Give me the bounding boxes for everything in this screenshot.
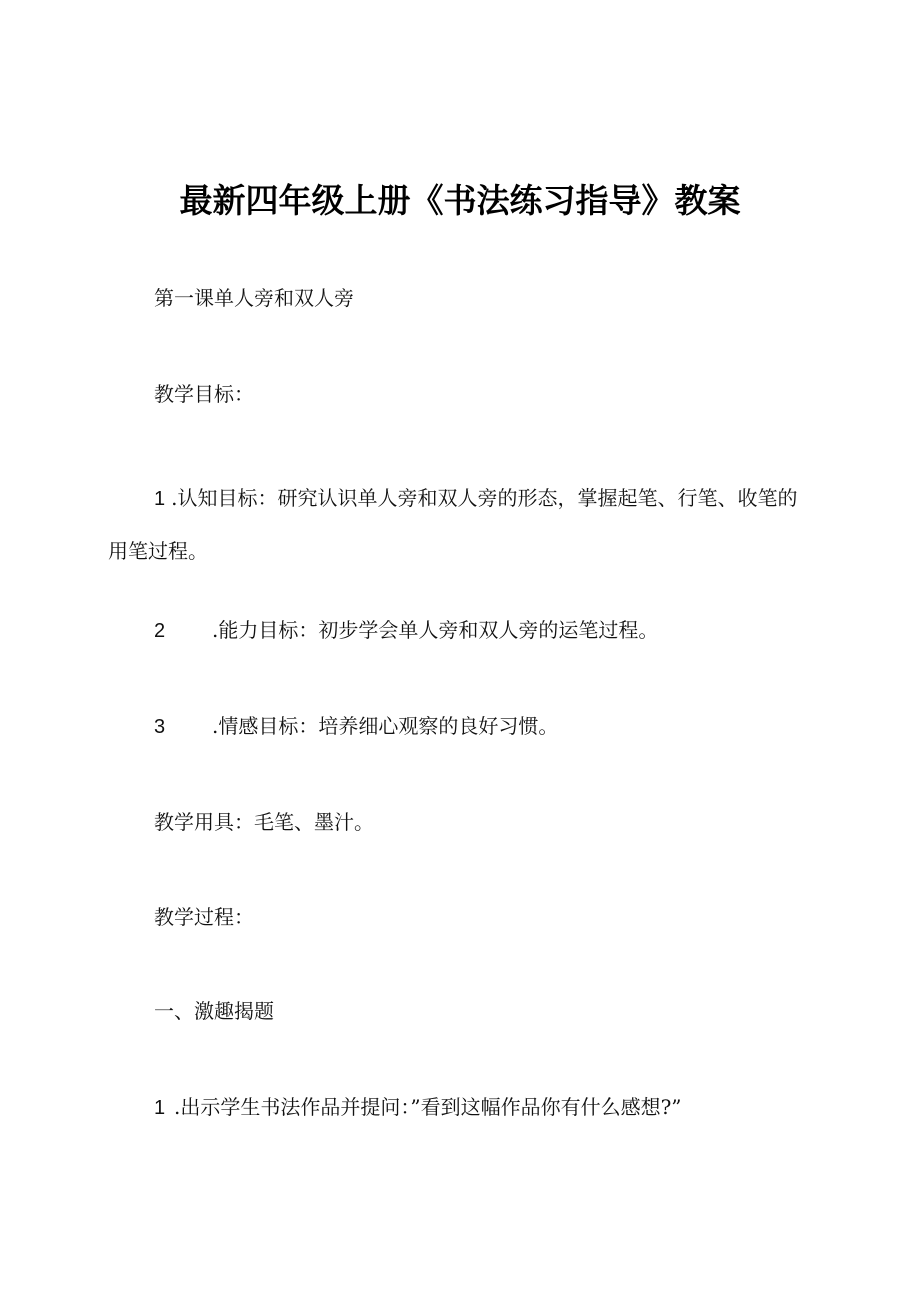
step-one-number: 1 [154,1097,166,1119]
objective-1-text: .认知目标：研究认识单人旁和双人旁的形态，掌握起笔、行笔、收笔的 [171,486,798,510]
objective-1-line1 [108,472,820,525]
objective-3-text: .情感目标：培养细心观察的良好习惯。 [212,714,559,738]
objective-1 [108,472,820,577]
objective-2 [154,616,658,645]
objective-3-number: 3 [154,716,166,738]
process-label: 教学过程： [154,905,254,929]
objective-1-number: 1 [154,488,166,510]
objective-1-line2: 用笔过程。 [108,539,208,563]
lesson-heading: 第一课单人旁和双人旁 [154,286,354,310]
objectives-label: 教学目标： [154,382,254,406]
teaching-tools: 教学用具：毛笔、墨汁。 [154,810,374,834]
step-one-text: .出示学生书法作品并提问：”看到这幅作品你有什么感想?” [174,1095,682,1119]
objective-2-text: .能力目标：初步学会单人旁和双人旁的运笔过程。 [212,618,659,642]
document-title: 最新四年级上册《书法练习指导》教案 [179,181,741,220]
section-one-heading: 一、激趣揭题 [154,999,274,1023]
objective-3 [154,712,558,741]
step-one [154,1093,682,1122]
objective-2-number: 2 [154,620,166,642]
